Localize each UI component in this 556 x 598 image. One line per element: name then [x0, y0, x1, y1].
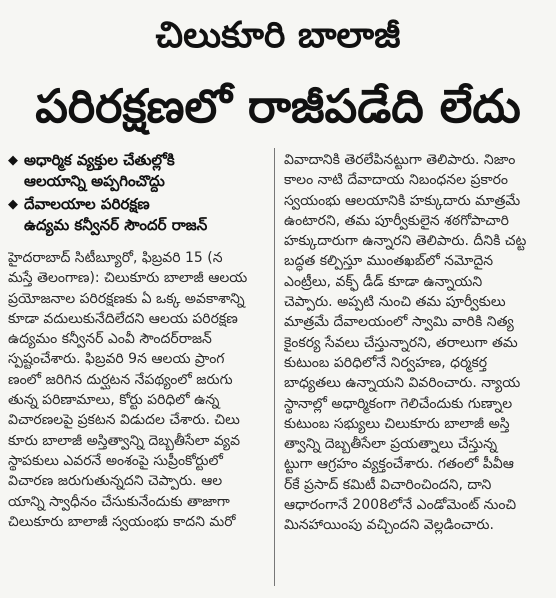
article-body-right: [284, 150, 544, 536]
body-line: కాలం నాటి దేవాదాయ నిబంధనల ప్రకారం: [284, 172, 508, 189]
body-line: స్పష్టంచేశారు. ఫిబ్రవరి 9న ఆలయ ప్రాంగ: [8, 351, 225, 368]
body-line: స్థానాల్లో అధార్మికంగా గెలిచేందుకు గుణ్నాల: [284, 395, 513, 412]
body-line: చెప్పారు. అప్పటి నుంచి తమ పూర్వీకులు: [284, 294, 506, 311]
body-line: మస్తే తెలంగాణ): చిలుకూరు బాలాజీ ఆలయ: [8, 270, 248, 287]
headline-line-1: చిలుకూరి బాలాజీ: [155, 15, 401, 56]
body-line: చిలుకూరు బాలాజీ స్వయంభు కాదని మరో: [8, 513, 236, 530]
diamond-bullet-icon: ◆: [8, 197, 18, 212]
body-line: కుటుంబ పరిధిలోనే నిర్వహణ, ధర్మకర్త: [284, 354, 488, 371]
body-line: ఉంటారని, తమ పూర్వీకులైన శఠగోపాచారి: [284, 212, 509, 229]
body-line: స్థాపకులు ఎవరనే అంశంపై సుప్రీంకోర్టులో: [8, 452, 223, 469]
left-column: [8, 150, 268, 532]
body-line: విచారణలపై ప్రకటన విడుదల చేశారు. చిలు: [8, 412, 240, 429]
body-line: మాత్రమే దేవాలయంలో స్వామి వారికి నిత్య: [284, 314, 514, 331]
body-line: హక్కుదారుగా ఉన్నారని తెలిపారు. దీనికి చట్ట: [284, 233, 527, 250]
body-line: విచారణ జరుగుతున్నదని చెప్పారు. ఆల: [8, 473, 223, 490]
body-line: ఉద్యమం కన్వీనర్ ఎంవీ సౌందర్‌రాజన్: [8, 331, 212, 348]
bullet-line: అధార్మిక వ్యక్తుల చేతుల్లోకి: [24, 151, 175, 169]
body-line: ఆధారంగానే 2008లోనే ఎండోమెంట్ నుంచి: [284, 497, 517, 514]
body-line: కైంకర్య సేవలు చేస్తున్నారని, తరాలుగా తమ: [284, 334, 518, 351]
body-line: హైదరాబాద్ సిటీబ్యూరో, ఫిబ్రవరి 15 (న: [8, 250, 223, 266]
body-line: ఎంట్రీలు, వక్ఫ్ డీడ్ కూడా ఉన్నాయని: [284, 273, 483, 290]
highlight-bullets: [8, 150, 268, 236]
body-line: స్వయంభు ఆలయానికి హక్కుదారు మాత్రమే: [284, 192, 521, 209]
body-line: కూరు బాలాజీ అస్తిత్వాన్ని దెబ్బతీసేలా వ్యవ: [8, 432, 241, 449]
right-column: [284, 150, 544, 536]
body-line: ణంలో జరిగిన దుర్ఘటన నేపథ్యంలో జరుగు: [8, 371, 233, 388]
body-line: ర్‌కే ప్రసాద్ కమిటీ విచారించిందని, దాని: [284, 476, 492, 493]
body-line: యాన్ని స్వాధీనం చేసుకునేందుకు తాజాగా: [8, 493, 230, 510]
diamond-bullet-icon: ◆: [8, 153, 18, 168]
column-divider: [274, 148, 275, 586]
body-line: మినహాయింపు వచ్చిందని వెల్లడించారు.: [284, 517, 494, 534]
body-line: బద్ధత కల్పిస్తూ ముంతఖబ్‌లో నమోదైన: [284, 253, 494, 270]
bullet-line: ఉద్యమ కన్వీనర్ సౌందర్ రాజన్: [24, 216, 208, 234]
body-line: తున్న పరిణామాలు, కోర్టు పరిధిలో ఉన్న: [8, 392, 220, 409]
bullet-line: ఆలయాన్ని అప్పగించొద్దు: [24, 172, 165, 190]
body-line: వివాదానికి తెరలేపినట్టుగా తెలిపారు. నిజాం: [284, 152, 516, 168]
body-line: బాధ్యతలు ఉన్నాయని వివరించారు. న్యాయ: [284, 375, 521, 392]
bullet-item: [8, 194, 268, 236]
bullet-line: దేవాలయాల పరిరక్షణ: [24, 195, 150, 213]
body-line: ట్టుగా ఆగ్రహం వ్యక్తంచేశారు. గతంలో పీవీఆ: [284, 456, 514, 473]
headline-line-2: పరిరక్షణలో రాజీపడేది లేదు: [35, 79, 521, 133]
bullet-item: [8, 150, 268, 192]
body-line: కుటుంబ సభ్యులు చిలుకూరు బాలాజీ అస్తి: [284, 415, 510, 432]
body-line: కూడా వదులుకునేదిలేదని ఆలయ పరిరక్షణ: [8, 310, 238, 327]
body-line: త్వాన్ని దెబ్బతీసేలా ప్రయత్నాలు చేస్తున్న: [284, 436, 498, 453]
article-body-left: [8, 248, 268, 532]
body-line: ప్రయోజనాల పరిరక్షణకు ఏ ఒక్క అవకాశాన్ని: [8, 290, 245, 307]
